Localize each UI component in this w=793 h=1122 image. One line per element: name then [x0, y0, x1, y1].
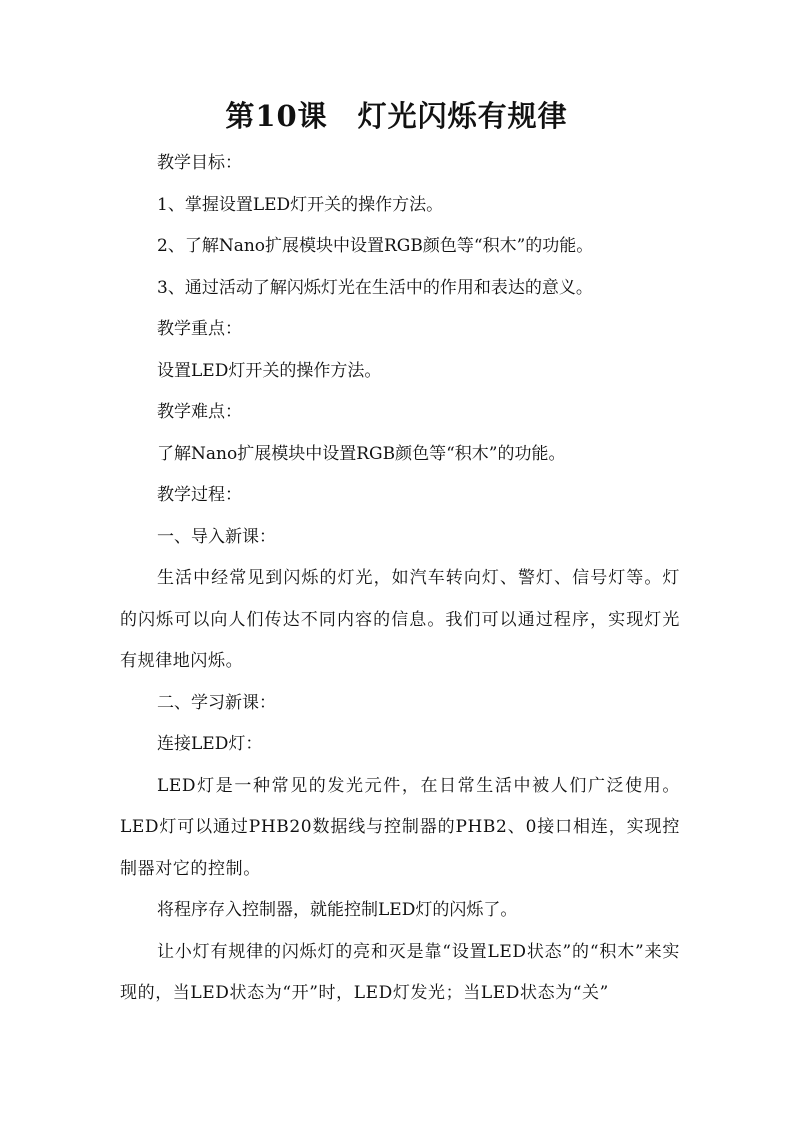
paragraph-objective-3: 3、通过活动了解闪烁灯光在生活中的作用和表达的意义。 — [157, 277, 593, 298]
paragraph-section-intro-heading: 一、导入新课： — [157, 526, 276, 547]
paragraph-led-state: 让小灯有规律的闪烁灯的亮和灭是靠“设置LED状态”的“积木”来实现的，当LED状态为“开”时，LED灯发光；当LED状态为“关” — [120, 941, 680, 1003]
document-body — [120, 143, 680, 1015]
paragraph-key-point: 设置LED灯开关的操作方法。 — [157, 360, 382, 381]
paragraph-difficulty-heading: 教学难点： — [157, 402, 242, 422]
paragraph-store-program: 将程序存入控制器，就能控制LED灯的闪烁了。 — [157, 900, 518, 920]
paragraph-objective-2: 2、了解Nano扩展模块中设置RGB颜色等“积木”的功能。 — [157, 236, 594, 256]
paragraph-led-description: LED灯是一种常见的发光元件，在日常生活中被人们广泛使用。LED灯可以通过PHB20数据线与控制器的PHB2、0接口相连，实现控制器对它的控制。 — [120, 775, 680, 879]
paragraph-connect-led-heading: 连接LED灯： — [157, 734, 263, 754]
paragraph-objective-1: 1、掌握设置LED灯开关的操作方法。 — [157, 194, 444, 215]
paragraph-process-heading: 教学过程： — [157, 485, 242, 505]
paragraph-section-learning-heading: 二、学习新课： — [157, 692, 276, 713]
paragraph-key-points-heading: 教学重点： — [157, 319, 242, 339]
lesson-title: 第10课 灯光闪烁有规律 — [225, 99, 568, 133]
paragraph-intro-text: 生活中经常见到闪烁的灯光，如汽车转向灯、警灯、信号灯等。灯的闪烁可以向人们传达不同内容的信息。我们可以通过程序，实现灯光有规律地闪烁。 — [120, 568, 680, 671]
paragraph-difficulty: 了解Nano扩展模块中设置RGB颜色等“积木”的功能。 — [157, 443, 566, 464]
paragraph-objectives-heading: 教学目标： — [157, 153, 242, 173]
